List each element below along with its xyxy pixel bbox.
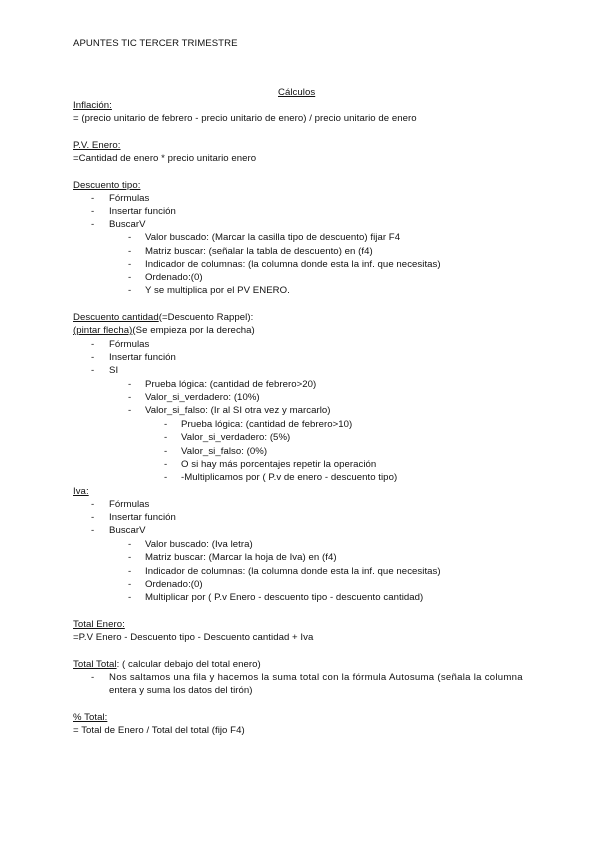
list-item: SI (109, 365, 119, 376)
list-item-continuation: entera y suma los datos del tirón) (109, 685, 253, 696)
inflacion-heading: Inflación: (73, 100, 112, 111)
sub-list-item: Matriz buscar: (señalar la tabla de descuento) en (f4) (145, 246, 373, 257)
total-total-heading-line (73, 659, 261, 671)
descuento-cantidad-note: (pintar flecha) (73, 325, 133, 336)
sub-list-item: Indicador de columnas: (la columna donde esta la inf. que necesitas) (145, 566, 441, 577)
sub-list-item: Valor_si_falso: (Ir al SI otra vez y marcarlo) (145, 405, 331, 416)
list-bullet: - (164, 419, 168, 430)
list-item: Fórmulas (109, 193, 150, 204)
sub-list-item: Prueba lógica: (cantidad de febrero>20) (145, 379, 317, 390)
list-bullet: - (128, 285, 132, 296)
sub-list-item: Ordenado:(0) (145, 579, 203, 590)
list-bullet: - (128, 272, 132, 283)
inflacion-formula: = (precio unitario de febrero - precio unitario de enero) / precio unitario de enero (73, 113, 417, 124)
list-bullet: - (128, 405, 132, 416)
total-total-heading: Total Total (73, 659, 117, 670)
document-header: APUNTES TIC TERCER TRIMESTRE (73, 38, 238, 49)
list-bullet: - (164, 432, 168, 443)
sub-list-item: Matriz buscar: (Marcar la hoja de Iva) en (f4) (145, 552, 337, 563)
list-item: Insertar función (109, 352, 176, 363)
sub-list-item: Valor buscado: (Marcar la casilla tipo de descuento) fijar F4 (145, 232, 401, 243)
sub-list-item: Multiplicar por ( P.v Enero - descuento tipo - descuento cantidad) (145, 592, 424, 603)
list-bullet: - (128, 259, 132, 270)
descuento-cantidad-note-rest: (Se empieza por la derecha) (132, 325, 255, 336)
sub-list-item: Indicador de columnas: (la columna donde esta la inf. que necesitas) (145, 259, 441, 270)
list-bullet: - (128, 379, 132, 390)
list-bullet: - (91, 193, 95, 204)
list-bullet: - (91, 219, 95, 230)
list-bullet: - (128, 539, 132, 550)
total-enero-heading: Total Enero: (73, 619, 125, 630)
sub-sub-list-item: O si hay más porcentajes repetir la operación (181, 459, 377, 470)
list-bullet: - (128, 566, 132, 577)
list-bullet: - (128, 246, 132, 257)
sub-sub-list-item: Valor_si_verdadero: (5%) (181, 432, 291, 443)
descuento-tipo-heading: Descuento tipo: (73, 180, 141, 191)
list-bullet: - (91, 672, 95, 683)
list-item: Fórmulas (109, 499, 150, 510)
list-bullet: - (128, 579, 132, 590)
list-bullet: - (91, 499, 95, 510)
list-bullet: - (128, 392, 132, 403)
list-bullet: - (164, 459, 168, 470)
list-item: Insertar función (109, 512, 176, 523)
sub-list-item: Valor buscado: (Iva letra) (145, 539, 253, 550)
list-bullet: - (91, 339, 95, 350)
total-enero-formula: =P.V Enero - Descuento tipo - Descuento cantidad + Iva (73, 632, 314, 643)
pct-total-formula: = Total de Enero / Total del total (fijo F4) (73, 725, 245, 736)
descuento-cantidad-heading: Descuento cantidad (73, 312, 159, 323)
descuento-cantidad-note-line (73, 325, 255, 337)
list-bullet: - (128, 232, 132, 243)
list-bullet: - (91, 365, 95, 376)
list-bullet: - (128, 592, 132, 603)
list-bullet: - (128, 552, 132, 563)
list-item: Fórmulas (109, 339, 150, 350)
sub-list-item: Ordenado:(0) (145, 272, 203, 283)
list-bullet: - (91, 352, 95, 363)
list-bullet: - (164, 446, 168, 457)
sub-list-item: Y se multiplica por el PV ENERO. (145, 285, 290, 296)
list-bullet: - (164, 472, 168, 483)
list-bullet: - (91, 512, 95, 523)
page-title: Cálculos (278, 87, 316, 98)
pv-enero-heading: P.V. Enero: (73, 140, 121, 151)
descuento-cantidad-heading-line (73, 312, 253, 324)
sub-sub-list-item: Valor_si_falso: (0%) (181, 446, 268, 457)
list-bullet: - (91, 206, 95, 217)
list-bullet: - (91, 525, 95, 536)
list-item: Nos saltamos una fila y hacemos la suma total con la fórmula Autosuma (señala la columna (109, 672, 523, 683)
sub-list-item: Valor_si_verdadero: (10%) (145, 392, 260, 403)
iva-heading: Iva: (73, 486, 89, 497)
list-item: Insertar función (109, 206, 176, 217)
list-item: BuscarV (109, 219, 146, 230)
sub-sub-list-item: -Multiplicamos por ( P.v de enero - descuento tipo) (181, 472, 398, 483)
total-total-suffix: : ( calcular debajo del total enero) (116, 659, 261, 670)
sub-sub-list-item: Prueba lógica: (cantidad de febrero>10) (181, 419, 353, 430)
pv-enero-formula: =Cantidad de enero * precio unitario enero (73, 153, 257, 164)
pct-total-heading: % Total: (73, 712, 108, 723)
descuento-cantidad-suffix: (=Descuento Rappel): (158, 312, 254, 323)
list-item: BuscarV (109, 525, 146, 536)
